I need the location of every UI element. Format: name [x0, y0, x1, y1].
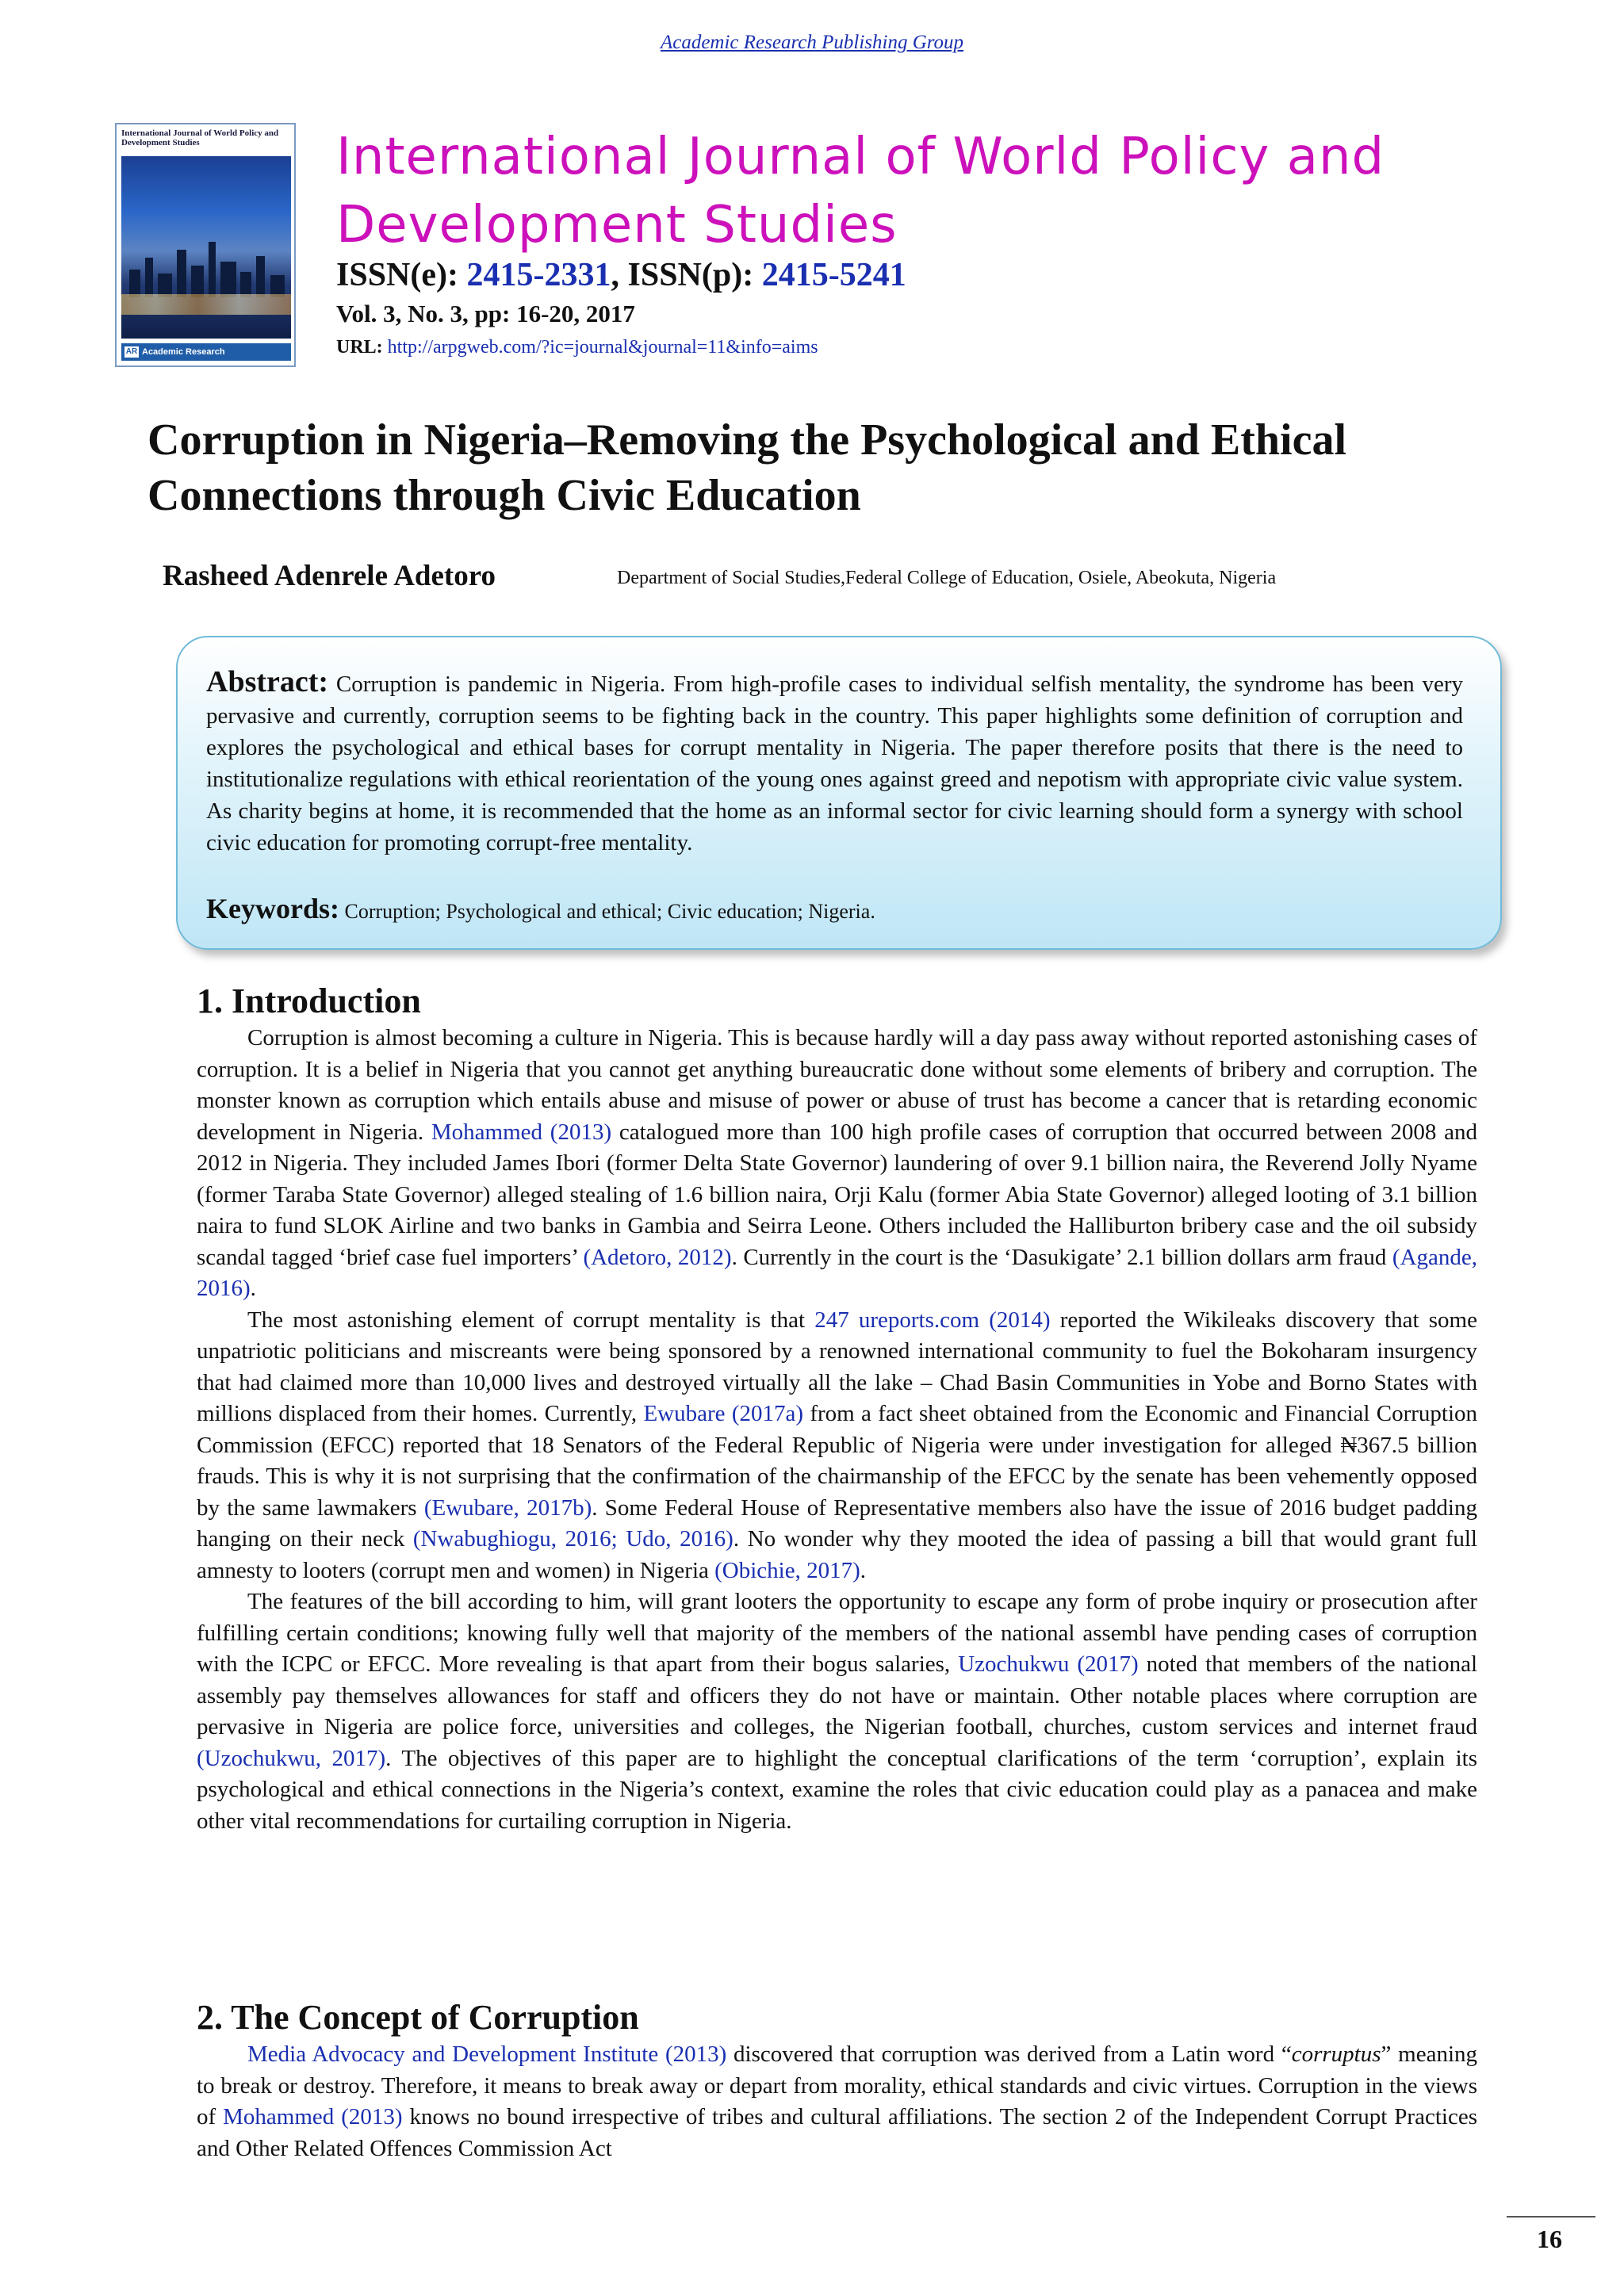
issn-e-label: ISSN(e):	[336, 257, 467, 293]
text-run: from a fact sheet obtained from the Economic and Financial Corruption Commission (EFCC) reported that 18 Senators of the Federal Republic of Nigeria were under investigation for alleged ₦367.5 billion frauds. This is why it is not surprising that the confirmation of the chairmanship of the EFCC by the senate has been vehemently opposed by the same lawmakers	[197, 1401, 1478, 1521]
abstract-text	[206, 666, 1463, 859]
paragraph	[197, 2039, 1477, 2164]
concept-body	[197, 2039, 1477, 2164]
keywords-line	[206, 892, 1463, 925]
volume-info: Vol. 3, No. 3, pp: 16-20, 2017	[336, 300, 635, 327]
city-lights-reflection	[121, 294, 291, 315]
citation-link[interactable]: Uzochukwu (2017)	[958, 1651, 1139, 1677]
paragraph	[197, 1586, 1477, 1837]
page-number: 16	[1537, 2225, 1562, 2253]
paper-title: Corruption in Nigeria–Removing the Psychological and Ethical Connections through Civic Education	[147, 415, 1346, 520]
publisher-logo-icon: AR	[125, 347, 138, 356]
publisher-link[interactable]: Academic Research Publishing Group	[660, 32, 964, 53]
text-run: .	[860, 1557, 866, 1583]
text-run: The features of the bill according to him, will grant looters the opportunity to escape any form of probe inquiry or prosecution after fulfilling certain conditions; knowing fully well that majority of the members of the national assembl have pending cases of corruption with the ICPC or EFCC. More revealing is that apart from their bogus salaries,	[197, 1589, 1477, 1677]
citation-link[interactable]: (Uzochukwu, 2017)	[197, 1745, 386, 1771]
citation-link[interactable]: 247 ureports.com (2014)	[814, 1307, 1051, 1333]
citation-link[interactable]: Mohammed (2013)	[431, 1119, 612, 1145]
section-heading-concept: 2. The Concept of Corruption	[197, 1998, 639, 2037]
text-run: noted that members of the national assembly pay themselves allowances for staff and officers they do not have or maintain. Other notable places where corruption are pervasive in Nigeria are police force, universities and colleges, the Nigerian football, churches, custom services and internet fraud	[197, 1651, 1477, 1739]
cover-footer-label: Academic Research	[142, 347, 225, 357]
abstract-label: Abstract:	[206, 665, 329, 698]
text-run: .	[250, 1276, 256, 1301]
text-run: ” meaning to break or destroy. Therefore, it means to break away or depart from morality, ethical standards and civic virtues. Corruption in the views of	[197, 2042, 1477, 2130]
text-run: . The objectives of this paper are to highlight the conceptual clarifications of the term ‘corruption’, explain its psychological and ethical connections in the Nigeria’s context, examine the roles that civic education could play as a panacea and make other vital recommendations for curtailing corruption in Nigeria.	[197, 1745, 1477, 1834]
issn-p-label: , ISSN(p):	[611, 257, 762, 293]
cover-footer	[121, 343, 291, 361]
issn-line	[336, 256, 906, 294]
citation-link[interactable]: Ewubare (2017a)	[643, 1401, 804, 1426]
citation-link[interactable]: (Obichie, 2017)	[714, 1557, 860, 1583]
journal-cover-image	[115, 123, 296, 367]
text-run: The most astonishing element of corrupt mentality is that	[247, 1307, 815, 1333]
journal-url-line	[336, 337, 818, 358]
journal-url-link[interactable]: http://arpgweb.com/?ic=journal&journal=11&info=aims	[387, 337, 818, 358]
text-run: discovered that corruption was derived from a Latin word “	[726, 2042, 1292, 2067]
paragraph	[197, 1305, 1477, 1587]
author-affiliation: Department of Social Studies,Federal College of Education, Osiele, Abeokuta, Nigeria	[617, 568, 1277, 588]
journal-title: International Journal of World Policy and Development Studies	[336, 128, 1385, 254]
section-heading-introduction: 1. Introduction	[197, 982, 421, 1020]
city-skyline-shape	[121, 242, 291, 297]
text-run: Corruption is almost becoming a culture in Nigeria. This is because hardly will a day pass away without reported astonishing cases of corruption. It is a belief in Nigeria that you cannot get anything bureaucratic done without some elements of bribery and corruption. The monster known as corruption which entails abuse and misuse of power or abuse of trust has become a cancer that is retarding economic development in Nigeria.	[197, 1025, 1477, 1145]
paragraph	[197, 1023, 1477, 1305]
issn-e-value: 2415-2331	[466, 257, 611, 293]
text-run: . Currently in the court is the ‘Dasukigate’ 2.1 billion dollars arm fraud	[731, 1244, 1392, 1270]
cover-title: International Journal of World Policy and Development Studies	[121, 128, 279, 147]
citation-link[interactable]: (Agande, 2016)	[197, 1244, 1477, 1301]
citation-link[interactable]: (Ewubare, 2017b)	[423, 1494, 592, 1521]
text-run: reported the Wikileaks discovery that some unpatriotic politicians and miscreants were being sponsored by a renowned international community to fuel the Bokoharam insurgency that had claimed more than 10,000 lives and destroyed virtually all the lake – Chad Basin Communities in Yobe and Borno States with millions displaced from their homes. Currently,	[197, 1307, 1477, 1426]
url-label: URL:	[336, 337, 388, 358]
text-run: catalogued more than 100 high profile cases of corruption that occurred between 2008 and 2012 in Nigeria. They included James Ibori (former Delta State Governor) laundering of over 9.1 billion naira, the Reverend Jolly Nyame (former Taraba State Governor) alleged stealing of 1.6 billion naira, Orji Kalu (former Abia State Governor) alleged looting of 3.1 billion naira to fund SLOK Airline and two banks in Gambia and Seirra Leone. Others included the Halliburton bribery case and the oil subsidy scandal tagged ‘brief case fuel importers’	[197, 1119, 1477, 1270]
citation-link[interactable]: Mohammed (2013)	[223, 2104, 403, 2130]
issn-p-value: 2415-5241	[761, 257, 906, 293]
introduction-body	[197, 1023, 1477, 1837]
text-run: . No wonder why they mooted the idea of passing a bill that would grant full amnesty to looters (corrupt men and women) in Nigeria	[197, 1526, 1477, 1583]
footer-divider	[1507, 2216, 1595, 2218]
keywords-label: Keywords:	[206, 893, 339, 924]
author-name: Rasheed Adenrele Adetoro	[163, 560, 496, 592]
latin-term: corruptus	[1291, 2042, 1381, 2067]
abstract-body: Corruption is pandemic in Nigeria. From high-profile cases to individual selfish mentality, the syndrome has been very pervasive and currently, corruption seems to be fighting back in the country. This paper highlights some definition of corruption and explores the psychological and ethical bases for corrupt mentality in Nigeria. The paper therefore posits that there is the need to institutionalize regulations with ethical reorientation of the young ones against greed and nepotism with appropriate civic value system. As charity begins at home, it is recommended that the home as an informal sector for civic learning should form a synergy with school civic education for promoting corrupt-free mentality.	[206, 672, 1463, 855]
citation-link[interactable]: (Adetoro, 2012)	[583, 1244, 732, 1270]
keywords-list: Corruption; Psychological and ethical; Civic education; Nigeria.	[344, 900, 875, 923]
cover-photo-city-skyline	[121, 156, 291, 339]
text-run: . Some Federal House of Representative members also have the issue of 2016 budget padding hanging on their neck	[197, 1494, 1477, 1552]
text-run: knows no bound irrespective of tribes and cultural affiliations. The section 2 of the Independent Corrupt Practices and Other Related Offences Commission Act	[197, 2104, 1477, 2161]
citation-link[interactable]: (Nwabughiogu, 2016; Udo, 2016)	[412, 1526, 733, 1552]
citation-link[interactable]: Media Advocacy and Development Institute (2013)	[247, 2042, 727, 2067]
